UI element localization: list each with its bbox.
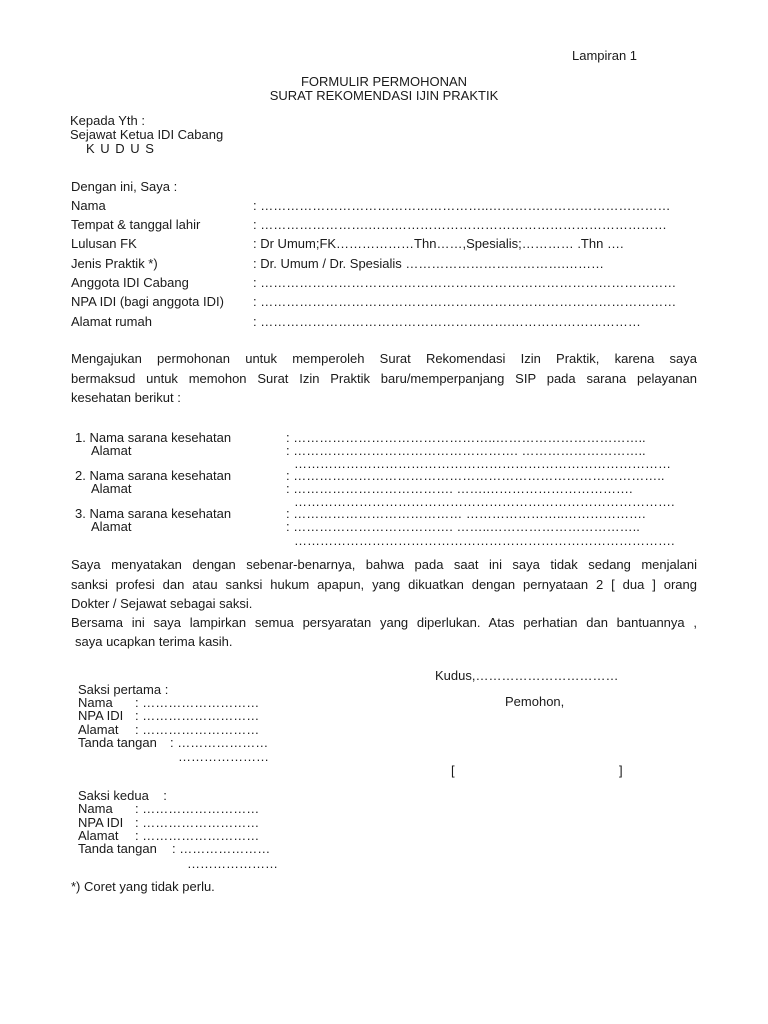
witness-2-address-label: Alamat — [78, 828, 119, 843]
witness-1-npa-value[interactable]: : ……………………… — [135, 708, 260, 723]
applicant-intro: Dengan ini, Saya : — [71, 179, 178, 194]
witness-2-npa-value[interactable]: : ……………………… — [135, 815, 260, 830]
witness-1-title: Saksi pertama : — [78, 682, 169, 697]
witness-1-signature-value[interactable]: : ………………… — [170, 735, 269, 750]
witness-2-signature-label: Tanda tangan — [78, 841, 157, 856]
facility-3-address-value[interactable]: : ………………………………. ……..…………………………….. — [286, 519, 640, 534]
witness-2-title: Saksi kedua : — [78, 788, 167, 803]
field-value-npa[interactable]: : …………………………………………………………………………………… — [253, 294, 677, 309]
witness-1-name-label: Nama — [78, 695, 113, 710]
facility-2-name-value[interactable]: : ………………………………………………………………………….. — [286, 468, 665, 483]
field-label-graduate: Lulusan FK — [71, 236, 137, 251]
facility-1-address-value[interactable]: : ……………………………………………. ……………………….. — [286, 443, 646, 458]
request-text-line2: bermaksud untuk memohon Surat Izin Praktik baru/memperpanjang SIP pada sarana pelayanan — [71, 371, 697, 386]
field-label-address: Alamat rumah — [71, 314, 152, 329]
attachment-label: Lampiran 1 — [572, 48, 638, 63]
field-label-branch: Anggota IDI Cabang — [71, 275, 189, 290]
statement-line1: Saya menyatakan dengan sebenar-benarnya, bahwa pada saat ini saya tidak sedang menjalani — [71, 557, 697, 572]
addressee-title: Sejawat Ketua IDI Cabang — [70, 127, 224, 142]
addressee-greeting: Kepada Yth : — [70, 113, 145, 128]
field-label-birth: Tempat & tanggal lahir — [71, 217, 201, 232]
signature-bracket-close: ] — [619, 763, 623, 778]
facility-1-address-label: Alamat — [91, 443, 132, 458]
facility-2-address-continuation[interactable]: ……………………………………………………………………………. — [294, 494, 675, 509]
field-label-practice-type: Jenis Praktik *) — [71, 256, 158, 271]
request-text-line1: Mengajukan permohonan untuk memperoleh Surat Rekomendasi Izin Praktik, karena saya — [71, 351, 697, 366]
facility-1-name-value[interactable]: : ………………………………………..…………………………….. — [286, 430, 646, 445]
statement-line4: Bersama ini saya lampirkan semua persyaratan yang diperlukan. Atas perhatian dan bantuannya , — [71, 615, 697, 630]
facility-1-address-continuation[interactable]: …………………………………………………………………………… — [294, 456, 671, 471]
addressee-city: K U D U S — [86, 141, 155, 156]
form-title: FORMULIR PERMOHONAN — [300, 74, 468, 89]
statement-line2: sanksi profesi dan atau sanksi hukum apapun, yang dikuatkan dengan pernyataan 2 [ dua ] orang — [71, 577, 697, 592]
witness-2-signature-line[interactable]: ………………… — [187, 856, 278, 871]
facility-3-address-label: Alamat — [91, 519, 132, 534]
witness-2-name-label: Nama — [78, 801, 113, 816]
facility-3-name-label: 3. Nama sarana kesehatan — [75, 506, 232, 521]
form-subtitle: SURAT REKOMENDASI IJIN PRAKTIK — [269, 88, 499, 103]
facility-3-address-continuation[interactable]: ……………………………………………………………………………. — [294, 533, 675, 548]
witness-2-signature-value[interactable]: : ………………… — [172, 841, 271, 856]
place-date[interactable]: Kudus,…………………………… — [435, 668, 619, 683]
field-value-practice-type[interactable]: : Dr. Umum / Dr. Spesialis ……………………………….……… — [253, 256, 605, 271]
field-value-graduate[interactable]: : Dr Umum;FK………………Thn……,Spesialis;………… .Thn …. — [253, 236, 624, 251]
facility-3-name-value[interactable]: : ………………………………… …………………..………………. — [286, 506, 646, 521]
field-label-nama: Nama — [71, 198, 106, 213]
witness-1-npa-label: NPA IDI — [78, 708, 124, 723]
facility-2-address-value[interactable]: : ………………………………. …….……………………………. — [286, 481, 633, 496]
field-value-address[interactable]: : ………………………………………………….………………………… — [253, 314, 641, 329]
footnote: *) Coret yang tidak perlu. — [71, 879, 215, 894]
witness-2-address-value[interactable]: : ……………………… — [135, 828, 260, 843]
witness-1-signature-line[interactable]: ………………… — [178, 749, 269, 764]
field-label-npa: NPA IDI (bagi anggota IDI) — [71, 294, 224, 309]
witness-2-name-value[interactable]: : ……………………… — [135, 801, 260, 816]
applicant-sign-label: Pemohon, — [505, 694, 565, 709]
witness-1-name-value[interactable]: : ……………………… — [135, 695, 260, 710]
witness-2-npa-label: NPA IDI — [78, 815, 124, 830]
facility-2-address-label: Alamat — [91, 481, 132, 496]
statement-line5: saya ucapkan terima kasih. — [75, 634, 233, 649]
signature-bracket-open: [ — [451, 763, 455, 778]
witness-1-address-label: Alamat — [78, 722, 119, 737]
request-text-line3: kesehatan berikut : — [71, 390, 181, 405]
facility-2-name-label: 2. Nama sarana kesehatan — [75, 468, 232, 483]
witness-1-address-value[interactable]: : ……………………… — [135, 722, 260, 737]
field-value-nama[interactable]: : ……………………………………………..…………………………………… — [253, 198, 671, 213]
facility-1-name-label: 1. Nama sarana kesehatan — [75, 430, 232, 445]
witness-1-signature-label: Tanda tangan — [78, 735, 157, 750]
field-value-branch[interactable]: : …………………………………………………………………………………… — [253, 275, 677, 290]
statement-line3: Dokter / Sejawat sebagai saksi. — [71, 596, 253, 611]
field-value-birth[interactable]: : …………………….…………………………………………………………… — [253, 217, 667, 232]
